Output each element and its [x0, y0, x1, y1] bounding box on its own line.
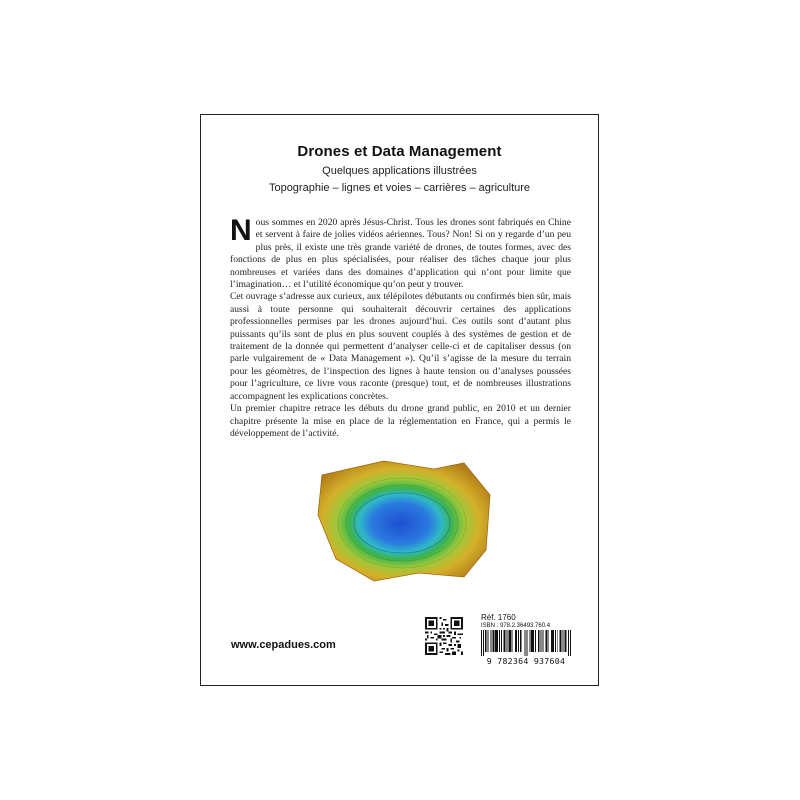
- drop-cap: N: [230, 214, 252, 247]
- qr-code-icon: [425, 617, 463, 655]
- paragraph-2: Cet ouvrage s’adresse aux curieux, aux télépilotes débutants ou confirmés bien sûr, mais aussi à toute personne qui souhaiterait découvrir certaines des applications professionnelles permises par les drones aujourd’hui. Ces outils sont d’autant plus puissants qu’ils sont de plus en plus souvent couplés à des systèmes de gestion et de traitement de la donnée qui permettent d’analyser celle-ci et de capitaliser dessus (on parle vulgairement de « Data Management »). Qu’il s’agisse de la mesure du terrain pour les géomètres, de l’inspection des lignes à haute tension ou d’analyses poussées pour l’agriculture, ce livre vous raconte (presque) tout, et de nombreuses illustrations accompagnent les explications concrètes.: [230, 291, 571, 402]
- paragraph-3: Un premier chapitre retrace les débuts du drone grand public, en 2010 et un dernier chapitre présente la mise en place de la réglementation en France, qui a permis le développement de l’activité.: [230, 403, 571, 439]
- book-title: Drones et Data Management: [297, 143, 502, 160]
- description-text: [230, 214, 571, 440]
- paragraph-1-text: ous sommes en 2020 après Jésus-Christ. Tous les drones sont fabriqués en Chine et servent à faire de jolies vidéos aériennes. Tous? Non! Si on y regarde d’un peu plus près, il existe une très grande variété de drones, de toutes formes, avec des fonctions de plus en plus spécialisées, pour réaliser des tâches chaque jour plus nombreuses et variées dans des domaines d’application qui n’ont pour limite que l’imagination… et l’utilité économique qu’on peut y trouver.: [230, 217, 571, 291]
- topographic-map-image: [314, 455, 494, 585]
- reference-number: Réf. 1760: [481, 613, 516, 622]
- book-back-cover: [200, 114, 599, 686]
- barcode-icon: [481, 630, 571, 656]
- isbn-text: ISBN : 978.2.36493.760.4: [481, 623, 551, 629]
- book-subtitle: Quelques applications illustrées: [322, 165, 477, 177]
- paragraph-1: [230, 214, 571, 291]
- book-topics: Topographie – lignes et voies – carrières – agriculture: [268, 182, 531, 194]
- website-url: www.cepadues.com: [231, 639, 336, 651]
- barcode-number: 9 782364 937604: [486, 656, 566, 666]
